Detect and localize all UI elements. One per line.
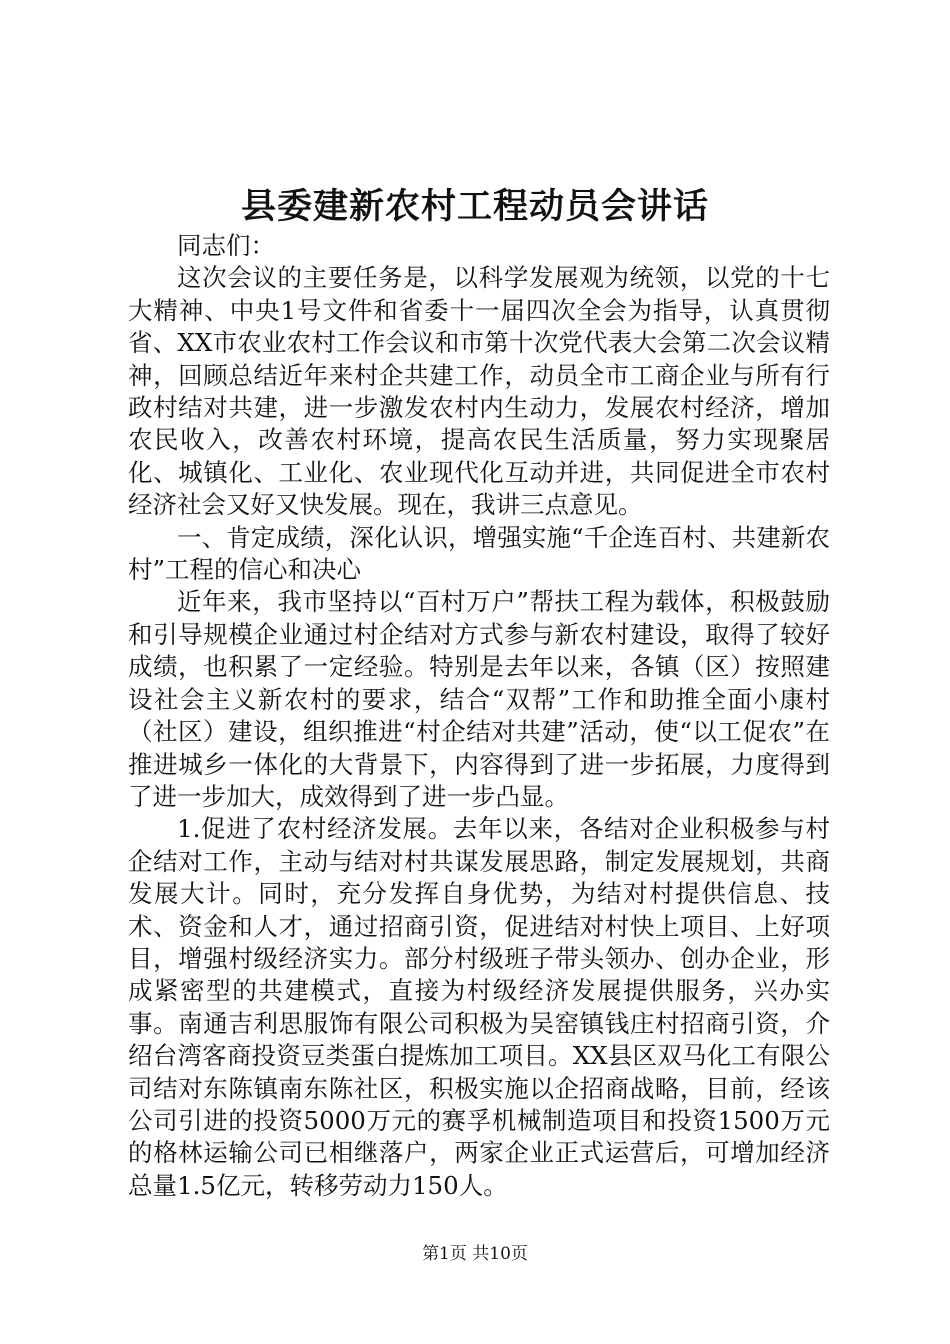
- body-paragraph: 1.促进了农村经济发展。去年以来，各结对企业积极参与村企结对工作，主动与结对村共谋发展思路，制定发展规划，共商发展大计。同时，充分发挥自身优势，为结对村提供信息、技术、资金和人才，通过招商引资，促进结对村快上项目、上好项目，增强村级经济实力。部分村级班子带头领办、创办企业，形成紧密型的共建模式，直接为村级经济发展提供服务，兴办实事。南通吉利思服饰有限公司积极为吴窑镇钱庄村招商引资，介绍台湾客商投资豆类蛋白提炼加工项目。XX县区双马化工有限公司结对东陈镇南东陈社区，积极实施以企招商战略，目前，经该公司引进的投资5000万元的赛孚机械制造项目和投资1500万元的格林运输公司已相继落户，两家企业正式运营后，可增加经济总量1.5亿元，转移劳动力150人。: [128, 814, 830, 1200]
- document-title: 县委建新农村工程动员会讲话: [240, 186, 709, 227]
- page-number-footer: 第1页 共10页: [422, 1244, 528, 1264]
- document-body: [128, 230, 830, 1202]
- body-paragraph: 近年来，我市坚持以“百村万户”帮扶工程为载体，积极鼓励和引导规模企业通过村企结对方式参与新农村建设，取得了较好成绩，也积累了一定经验。特别是去年以来，各镇（区）按照建设社会主义新农村的要求，结合“双帮”工作和助推全面小康村（社区）建设，组织推进“村企结对共建”活动，使“以工促农”在推进城乡一体化的大背景下，内容得到了进一步拓展，力度得到了进一步加大，成效得到了进一步凸显。: [128, 587, 830, 811]
- section-heading: 一、肯定成绩，深化认识，增强实施“千企连百村、共建新农村”工程的信心和决心: [128, 522, 830, 585]
- body-paragraph: 这次会议的主要任务是，以科学发展观为统领，以党的十七大精神、中央1号文件和省委十一届四次全会为指导，认真贯彻省、XX市农业农村工作会议和市第十次党代表大会第二次会议精神，回顾总结近年来村企共建工作，动员全市工商企业与所有行政村结对共建，进一步激发农村内生动力，发展农村经济，增加农民收入，改善农村环境，提高农民生活质量，努力实现聚居化、城镇化、工业化、农业现代化互动并进，共同促进全市农村经济社会又好又快发展。现在，我讲三点意见。: [128, 263, 830, 520]
- salutation: 同志们：: [177, 231, 275, 260]
